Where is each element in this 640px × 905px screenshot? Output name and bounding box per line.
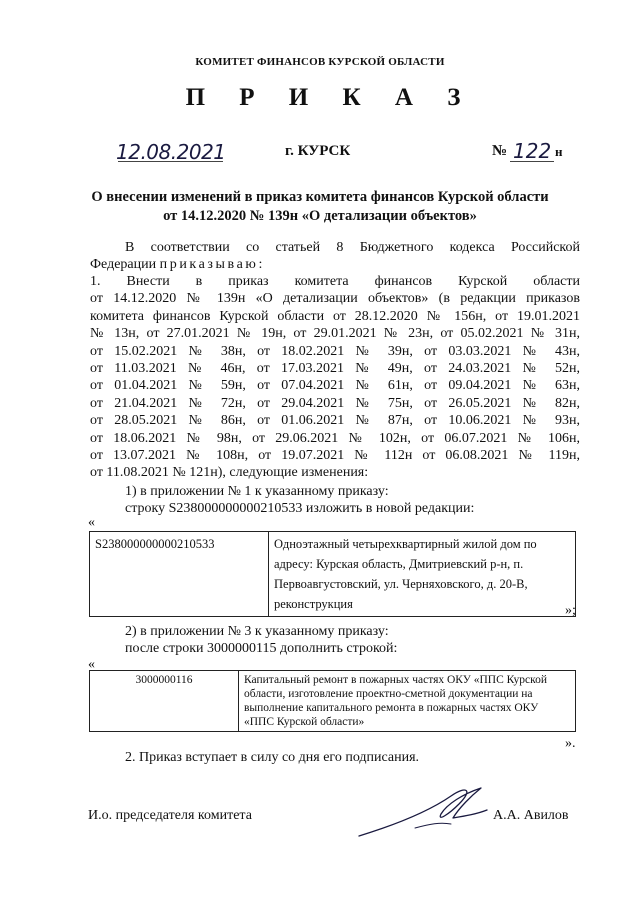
paragraph-line: от 13.07.2021 № 108н, от 19.07.2021 № 112н от 06.08.2021 № 119н,: [90, 448, 580, 464]
city: г. КУРСК: [285, 143, 351, 159]
paragraph-line: от 14.12.2020 № 139н «О детализации объектов» (в редакции приказов: [90, 291, 580, 307]
item-2: [125, 623, 397, 658]
paragraph-line: от 01.04.2021 № 59н, от 07.04.2021 № 61н, от 09.04.2021 № 63н,: [90, 378, 580, 394]
object-description-cell: Капитальный ремонт в пожарных частях ОКУ «ППС Курской области, изготовление проектно-сметной документации на выполнение капитального ремонта в пожарных частях ОКУ «ППС Курской области»: [239, 671, 576, 732]
object-description-cell: Одноэтажный четырехквартирный жилой дом по адресу: Курская область, Дмитриевский р-н, п. Первоавгустовский, ул. Черняховского, д. 20-В, реконструкция: [269, 532, 576, 617]
paragraph-line: 1. Внести в приказ комитета финансов Курской области: [90, 274, 580, 289]
number-underline: [510, 161, 554, 162]
order-word: приказываю:: [159, 257, 265, 273]
paragraph-line: от 18.06.2021 № 98н, от 29.06.2021 № 102н, от 06.07.2021 № 106н,: [90, 430, 580, 446]
table-row: [90, 671, 576, 732]
paragraph-line: комитета финансов Курской области от 28.12.2020 № 156н, от 19.01.2021: [90, 308, 580, 324]
date-underline: [118, 161, 223, 162]
signatory-position: И.о. председателя комитета: [88, 808, 252, 823]
item-1-line-1: 1) в приложении № 1 к указанному приказу:: [125, 484, 389, 499]
heading-line-1: О внесении изменений в приказ комитета финансов Курской области: [91, 189, 549, 205]
preamble-line-1: В соответствии со статьей 8 Бюджетного кодекса Российской: [125, 240, 580, 255]
item-1-line-2: строку S238000000000210533 изложить в новой редакции:: [125, 501, 475, 517]
handwritten-signature: [355, 778, 490, 840]
handwritten-date: 12.08.2021: [116, 140, 226, 164]
table-row: [90, 532, 576, 617]
close-quote: ».: [565, 736, 576, 751]
paragraph-line: от 15.02.2021 № 38н, от 18.02.2021 № 39н, от 03.03.2021 № 43н,: [90, 343, 580, 359]
item-effective-date: 2. Приказ вступает в силу со дня его подписания.: [125, 750, 420, 765]
paragraph-line: от 21.04.2021 № 72н, от 29.04.2021 № 75н, от 26.05.2021 № 82н,: [90, 395, 580, 411]
close-quote: »;: [565, 603, 576, 618]
preamble-line-2: [90, 256, 580, 273]
document-type-title: П Р И К А З: [185, 84, 475, 111]
paragraph-line: от 28.05.2021 № 86н, от 01.06.2021 № 87н, от 10.06.2021 № 93н,: [90, 413, 580, 429]
paragraph-line-last: от 11.08.2021 № 121н), следующие изменения:: [90, 465, 369, 481]
preamble-prefix: Федерации: [90, 257, 157, 273]
open-quote: «: [88, 657, 95, 672]
object-code-cell: S238000000000210533: [90, 532, 269, 617]
item-2-line-2: после строки 3000000115 дополнить строкой:: [125, 641, 398, 657]
object-code-cell: 3000000116: [90, 671, 239, 732]
addition-table: [89, 670, 576, 732]
signatory-name: А.А. Авилов: [493, 808, 569, 823]
paragraph-line: от 11.03.2021 № 46н, от 17.03.2021 № 49н, от 24.03.2021 № 52н,: [90, 361, 580, 377]
handwritten-number: 122: [513, 139, 552, 163]
replacement-table: [89, 531, 576, 617]
item-1: [125, 483, 474, 518]
organization-name: КОМИТЕТ ФИНАНСОВ КУРСКОЙ ОБЛАСТИ: [195, 56, 445, 68]
paragraph-line: № 13н, от 27.01.2021 № 19н, от 29.01.2021 № 23н, от 05.02.2021 № 31н,: [90, 326, 580, 342]
document-heading: [0, 188, 640, 226]
paragraph-1: [90, 273, 580, 482]
open-quote: «: [88, 515, 95, 530]
number-suffix: н: [555, 144, 563, 159]
heading-line-2: от 14.12.2020 № 139н «О детализации объектов»: [163, 208, 477, 224]
item-2-line-1: 2) в приложении № 3 к указанному приказу:: [125, 624, 389, 639]
number-label: №: [492, 143, 508, 159]
preamble-paragraph: [90, 239, 580, 274]
